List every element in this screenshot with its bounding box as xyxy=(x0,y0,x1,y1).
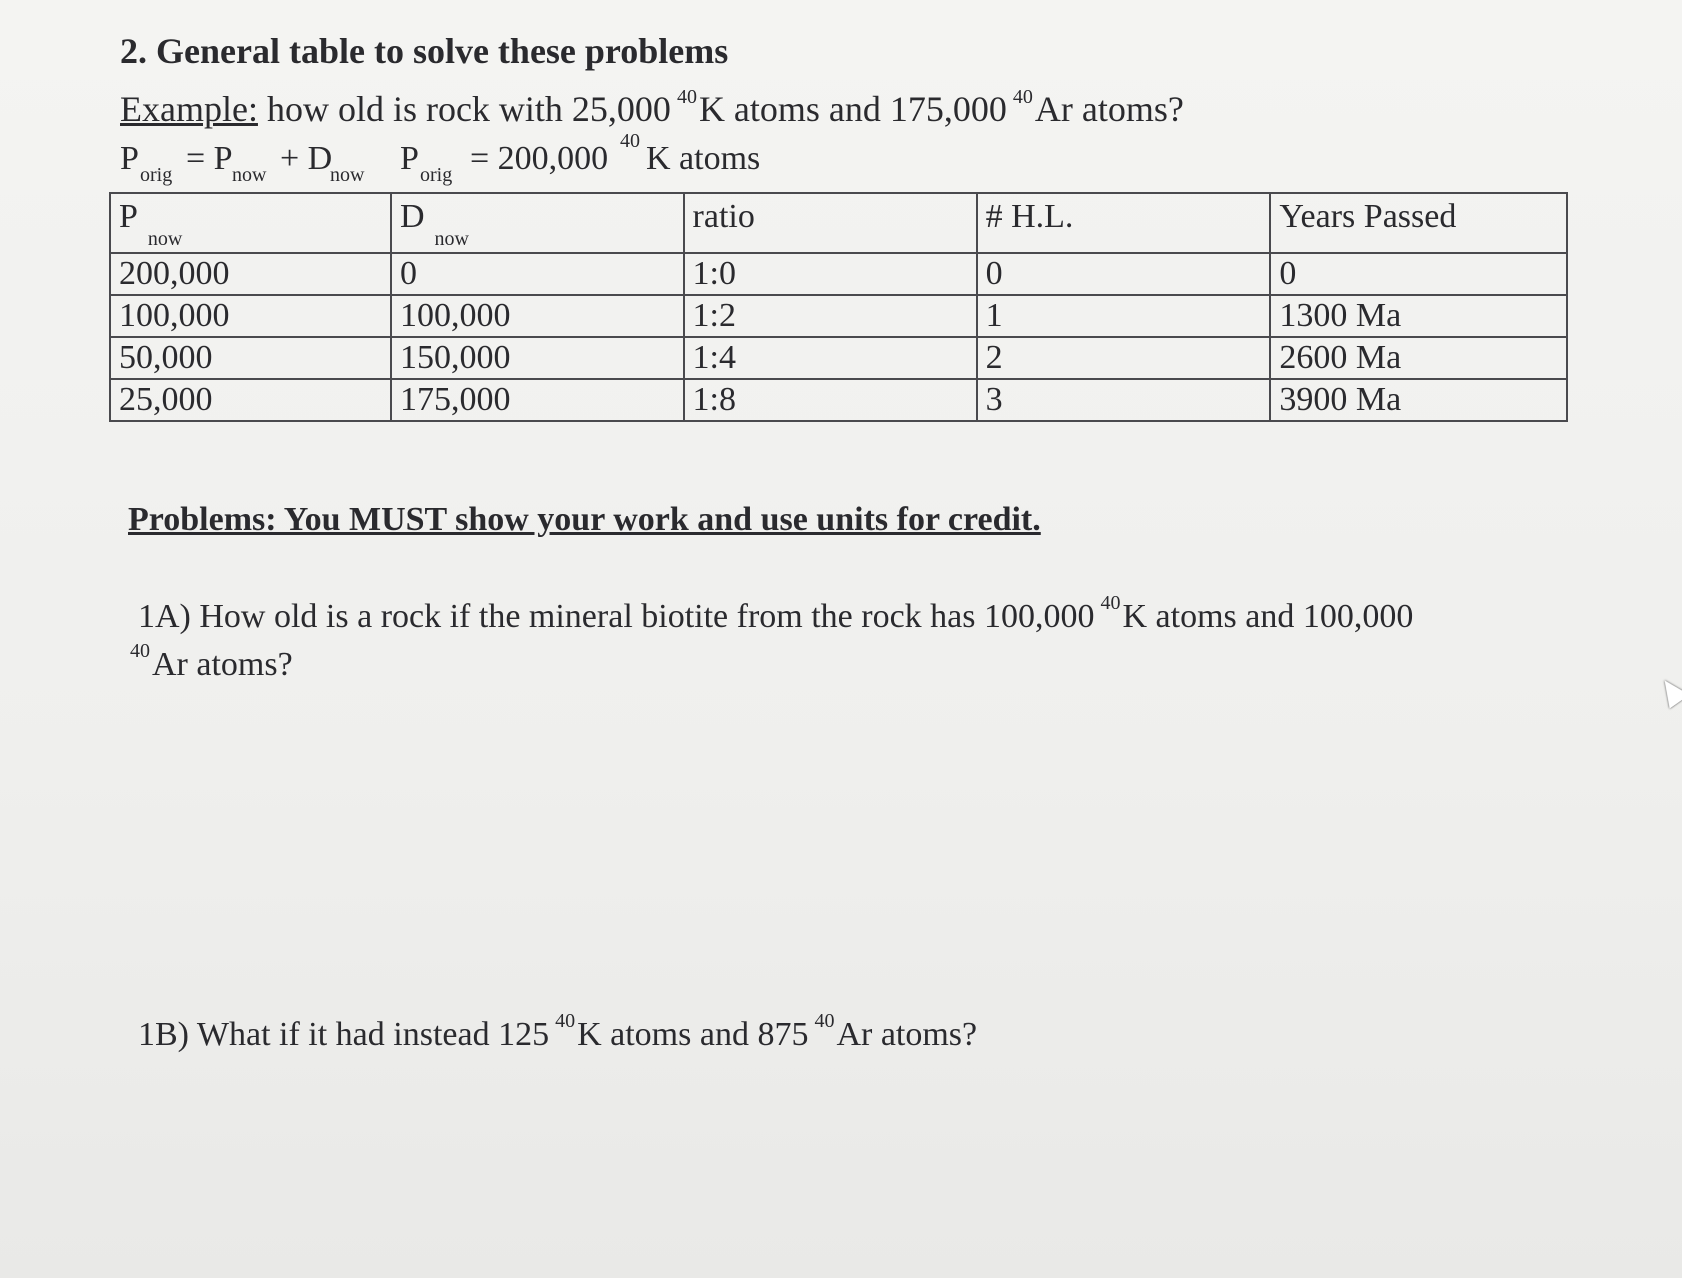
question-1b-isotope-k: 40 xyxy=(555,1010,576,1032)
table-cell: 1:2 xyxy=(684,295,977,337)
table-cell: 150,000 xyxy=(391,337,684,379)
formula-isotope: 40 xyxy=(620,130,640,152)
question-1a-isotope-k: 40 xyxy=(1100,592,1121,614)
problems-heading: Problems: You MUST show your work and use units for credit. xyxy=(128,501,1041,538)
header-ratio: ratio xyxy=(684,193,977,253)
example-text-1: how old is rock with 25,000 xyxy=(257,89,671,129)
table-cell: 3 xyxy=(977,379,1271,421)
question-1b-text-2: K atoms and 875 xyxy=(577,1016,809,1053)
question-1a-continued xyxy=(130,640,293,684)
formula-equals-p-now: = P xyxy=(186,140,233,177)
table-cell: 2600 Ma xyxy=(1270,337,1567,379)
table-row xyxy=(110,379,1567,421)
table-row xyxy=(110,337,1567,379)
table-cell: 50,000 xyxy=(110,337,391,379)
table-header-row xyxy=(110,193,1567,253)
table-row xyxy=(110,295,1567,337)
question-1a-isotope-ar: 40 xyxy=(130,640,150,662)
formula-value: = 200,000 xyxy=(470,140,609,177)
example-text-2: K atoms and 175,000 xyxy=(698,89,1007,129)
formula-plus-d-now: + D xyxy=(280,140,333,177)
table-cell: 1:0 xyxy=(684,253,977,295)
table-cell: 2 xyxy=(977,337,1271,379)
table-cell: 0 xyxy=(977,253,1271,295)
table-cell: 1 xyxy=(977,295,1271,337)
example-line xyxy=(120,86,1184,130)
example-label: Example: xyxy=(120,89,258,129)
table-cell: 200,000 xyxy=(110,253,391,295)
question-1b-text-3: Ar atoms? xyxy=(836,1016,978,1053)
formula-p-orig-sub: orig xyxy=(140,164,173,186)
header-years-passed: Years Passed xyxy=(1270,193,1567,253)
table-cell: 100,000 xyxy=(110,295,391,337)
header-p-now: $P_{now}$ xyxy=(110,193,391,253)
table-cell: 3900 Ma xyxy=(1270,379,1567,421)
formula-d-now-sub: now xyxy=(330,164,365,186)
table-row xyxy=(110,253,1567,295)
table-cell: 100,000 xyxy=(391,295,684,337)
question-1a-text-2: K atoms and 100,000 xyxy=(1122,598,1414,635)
table-cell: 1:8 xyxy=(684,379,977,421)
table-cell: 1:4 xyxy=(684,337,977,379)
header-half-lives: # H.L. xyxy=(977,193,1271,253)
table-cell: 0 xyxy=(391,253,684,295)
formula-p-now-sub: now xyxy=(232,164,267,186)
table-cell: 25,000 xyxy=(110,379,391,421)
mouse-pointer-icon xyxy=(1655,673,1682,708)
question-1b-isotope-ar: 40 xyxy=(814,1010,835,1032)
formula-p-orig-2-sub: orig xyxy=(420,164,453,186)
question-1b xyxy=(138,1010,977,1054)
formula-p-orig: P xyxy=(120,140,139,177)
question-1a-text-3: Ar atoms? xyxy=(152,646,293,683)
example-text-3: Ar atoms? xyxy=(1034,89,1184,129)
section-heading: 2. General table to solve these problems xyxy=(120,31,729,71)
example-isotope-ar: 40 xyxy=(1012,86,1033,108)
question-1b-text-1: 1B) What if it had instead 125 xyxy=(138,1016,550,1053)
question-1a xyxy=(138,592,1413,636)
question-1a-text-1: 1A) How old is a rock if the mineral biotite from the rock has 100,000 xyxy=(138,598,1095,635)
formula-p-orig-2: P xyxy=(400,140,419,177)
table-cell: 175,000 xyxy=(391,379,684,421)
formula-unit: K atoms xyxy=(646,140,761,177)
table-cell: 1300 Ma xyxy=(1270,295,1567,337)
header-d-now: $D_{now}$ xyxy=(391,193,684,253)
table-cell: 0 xyxy=(1270,253,1567,295)
example-isotope-k: 40 xyxy=(676,86,697,108)
formula-line xyxy=(120,130,820,192)
half-life-table xyxy=(109,192,1568,422)
